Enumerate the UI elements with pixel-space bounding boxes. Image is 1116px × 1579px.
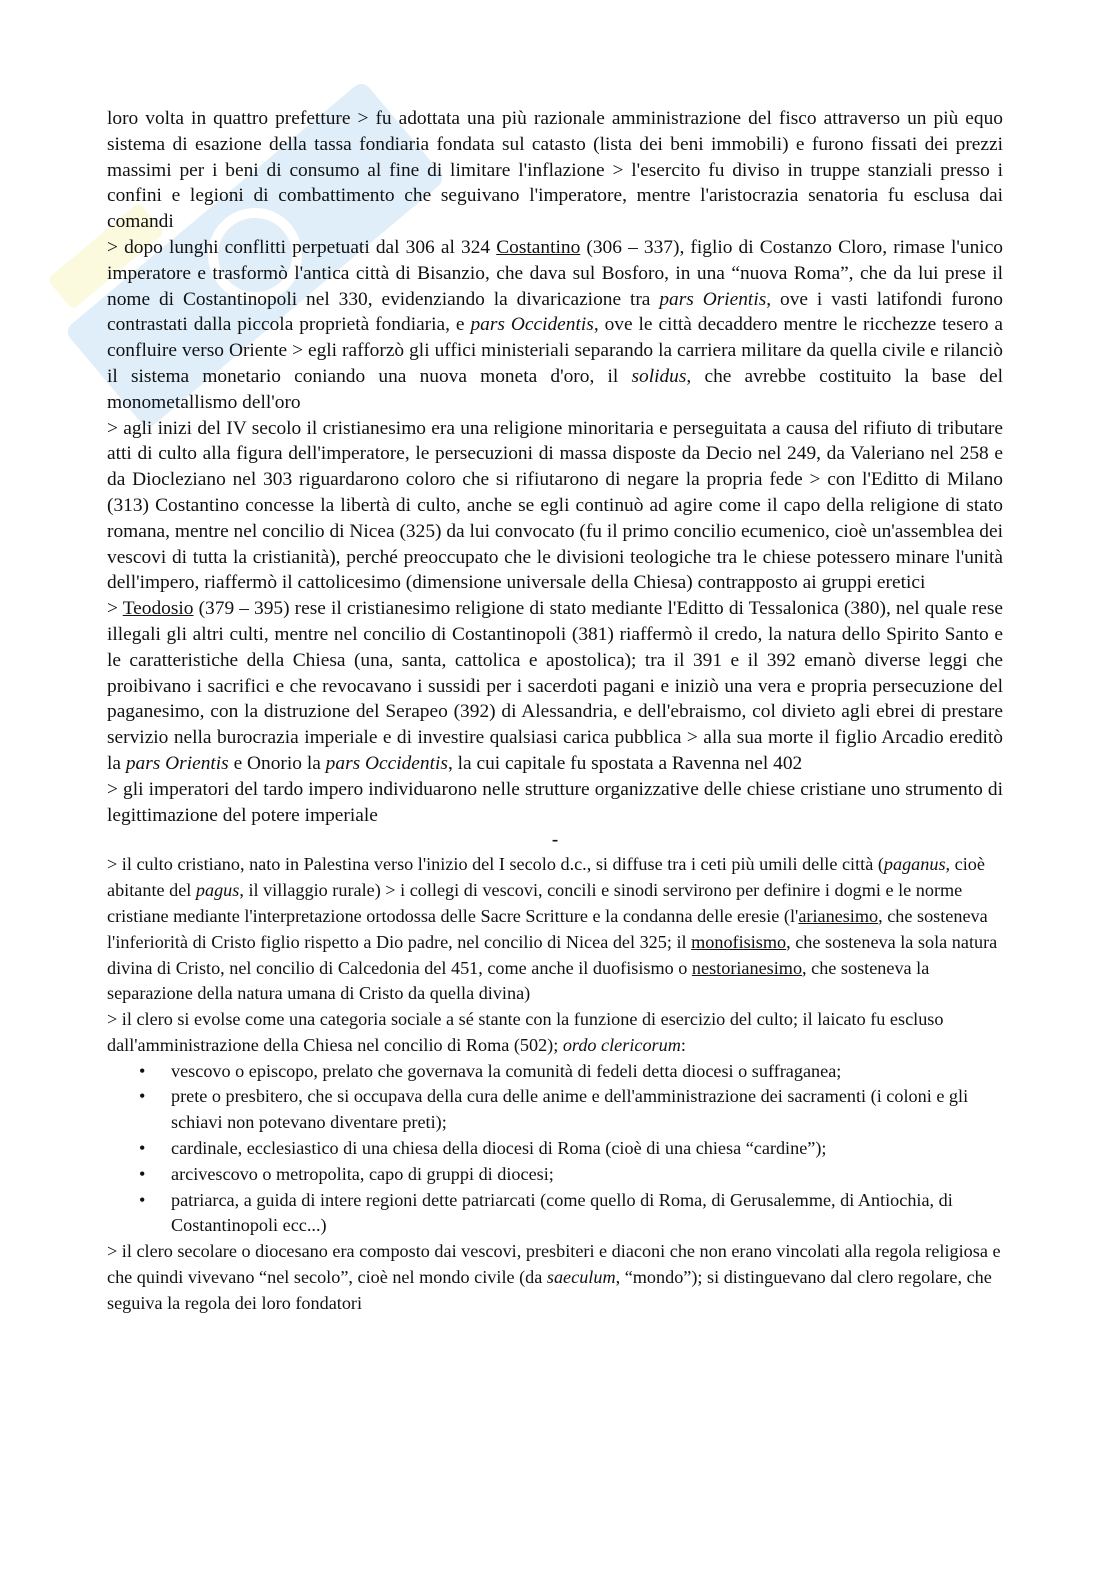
text-run: , che avrebbe costituito la base del monometallismo dell'oro bbox=[107, 365, 1003, 413]
text-run: > il clero si evolse come una categoria sociale a sé stante con la funzione di esercizio del culto; il laicato fu escluso dall'amministrazione della Chiesa nel concilio di Roma (502); bbox=[107, 1009, 944, 1055]
underlined-term: arianesimo bbox=[798, 905, 879, 926]
italic-term: saeculum bbox=[546, 1267, 616, 1288]
text-run: : bbox=[680, 1034, 686, 1055]
text-run: , “mondo”); si distinguevano dal clero regolare, che seguiva la regola dei loro fondatori bbox=[107, 1267, 992, 1313]
text-run: loro volta in quattro prefetture > fu adottata una più razionale amministrazione del fisco attraverso un più equo sistema di esazione della tassa fondiaria fondata sul catasto (lista dei beni immobili) e furono fissati dei prezzi massimi per i beni di consumo al fine di limitare l'inflazione > l'esercito fu diviso in truppe stanziali presso i confini e legioni di combattimento che seguivano l'imperatore, mentre l'aristocrazia senatoria fu esclusa dai comandi bbox=[107, 108, 1003, 233]
italic-term: pars Occidentis bbox=[325, 752, 448, 774]
text-run: , che sosteneva la separazione della natura umana di Cristo da quella divina) bbox=[107, 957, 930, 1004]
text-run: , il villaggio rurale) > i collegi di vescovi, concili e sinodi servirono per definire i dogmi e le norme cristiane mediante l'interpretazione ortodossa delle Sacre Scritture e la condanna delle eresie (l' bbox=[107, 880, 963, 926]
ordo-clericorum-list bbox=[107, 1059, 1003, 1240]
text-run: , cioè abitante del bbox=[107, 854, 985, 901]
text-run: > il culto cristiano, nato in Palestina verso l'inizio del I secolo d.c., si diffuse tra i ceti più umili delle città ( bbox=[107, 854, 884, 875]
list-item: • arcivescovo o metropolita, capo di gruppi di diocesi; bbox=[107, 1162, 1003, 1188]
section-separator: - bbox=[551, 829, 559, 851]
paragraph bbox=[107, 596, 1003, 777]
document-page bbox=[107, 106, 1003, 1317]
underlined-term: nestorianesimo bbox=[691, 957, 803, 978]
text-run: > dopo lunghi conflitti perpetuati dal 306 al 324 bbox=[107, 236, 497, 258]
text-run: , che sosteneva la sola natura divina di Cristo, nel concilio di Calcedonia del 451, come anche il duofisismo o bbox=[107, 931, 998, 978]
italic-term: pars Occidentis bbox=[470, 314, 594, 336]
section-tardo-impero bbox=[107, 106, 1003, 828]
text-run: > agli inizi del IV secolo il cristianesimo era una religione minoritaria e perseguitata a causa del rifiuto di tributare atti di culto alla figura dell'imperatore, le persecuzioni di massa disposte da Decio nel 249, da Valeriano nel 258 e da Diocleziano nel 303 riguardarono coloro che si rifiutarono di negare la propria fede > con l'Editto di Milano (313) Costantino concesse la libertà di culto, anche se egli continuò ad agire come il capo della religione di stato romana, mentre nel concilio di Nicea (325) da lui convocato (fu il primo concilio ecumenico, cioè un'assemblea dei vescovi di tutta la cristianità), perché preoccupato che le divisioni teologiche tra le chiese potessero minare l'unità dell'impero, riaffermò il cattolicesimo (dimensione universale della Chiesa) contrapposto ai gruppi eretici bbox=[107, 417, 1003, 594]
italic-term: pagus bbox=[195, 880, 240, 901]
italic-term: pars Orientis bbox=[659, 288, 767, 310]
italic-term: pars Orientis bbox=[125, 752, 229, 774]
text-run: , che sosteneva l'inferiorità di Cristo figlio rispetto a Dio padre, nel concilio di Nicea del 325; il bbox=[107, 905, 988, 952]
text-run: > bbox=[107, 598, 123, 620]
paragraph bbox=[107, 106, 1003, 235]
paragraph bbox=[107, 852, 1003, 1007]
section-clero-secolare bbox=[107, 1239, 1003, 1316]
italic-term: paganus bbox=[883, 854, 946, 875]
italic-term: ordo clericorum bbox=[562, 1034, 681, 1055]
section-culto-cristiano bbox=[107, 852, 1003, 1058]
list-item: • vescovo o episcopo, prelato che governava la comunità di fedeli detta diocesi o suffraganea; bbox=[107, 1059, 1003, 1085]
text-run: (379 – 395) rese il cristianesimo religione di stato mediante l'Editto di Tessalonica (380), nel quale rese illegali gli altri culti, mentre nel concilio di Costantinopoli (381) riaffermò il credo, la natura dello Spirito Santo e le caratteristiche della Chiesa (una, santa, cattolica e apostolica); tra il 391 e il 392 emanò diverse leggi che proibivano i sacrifici e che revocavano i sussidi per i sacerdoti pagani e iniziò una vera e propria persecuzione del paganesimo, con la distruzione del Serapeo (392) di Alessandria, e dell'ebraismo, col divieto agli ebrei di prestare servizio nella burocrazia imperiale e di investire qualsiasi carica pubblica > alla sua morte il figlio Arcadio ereditò la bbox=[107, 598, 1003, 774]
list-item: • cardinale, ecclesiastico di una chiesa della diocesi di Roma (cioè di una chiesa “cardine”); bbox=[107, 1136, 1003, 1162]
text-run: , ove le città decaddero mentre le ricchezze tesero a confluire verso Oriente > egli rafforzò gli uffici ministeriali separando la carriera militare da quella civile e rilanciò il sistema monetario coniando una nuova moneta d'oro, il bbox=[107, 314, 1003, 387]
paragraph bbox=[107, 1007, 1003, 1059]
list-item: • prete o presbitero, che si occupava della cura delle anime e dell'amministrazione dei sacramenti (i coloni e gli schiavi non potevano diventare preti); bbox=[107, 1084, 1003, 1136]
paragraph bbox=[107, 777, 1003, 829]
text-run: > il clero secolare o diocesano era composto dai vescovi, presbiteri e diaconi che non erano vincolati alla regola religiosa e che quindi vivevano “nel secolo”, cioè nel mondo civile (da bbox=[107, 1241, 1001, 1288]
underlined-term: monofisismo bbox=[691, 931, 787, 952]
text-run: e Onorio la bbox=[228, 752, 326, 774]
text-run: , ove i vasti latifondi furono contrastati dalla piccola proprietà fondiaria, e bbox=[107, 288, 1004, 336]
italic-term: solidus bbox=[631, 365, 687, 387]
paragraph bbox=[107, 1239, 1003, 1316]
text-run: > gli imperatori del tardo impero individuarono nelle strutture organizzative delle chiese cristiane uno strumento di legittimazione del potere imperiale bbox=[107, 778, 1003, 826]
text-run: , la cui capitale fu spostata a Ravenna nel 402 bbox=[447, 752, 803, 774]
text-run: (306 – 337), figlio di Costanzo Cloro, rimase l'unico imperatore e trasformò l'antica città di Bisanzio, che dava sul Bosforo, in una “nuova Roma”, che da lui prese il nome di Costantinopoli nel 330, evidenziando la divaricazione tra bbox=[107, 236, 1003, 310]
paragraph bbox=[107, 416, 1003, 597]
list-item: • patriarca, a guida di intere regioni dette patriarcati (come quello di Roma, di Gerusalemme, di Antiochia, di Costantinopoli ecc...) bbox=[107, 1188, 1003, 1240]
paragraph bbox=[107, 235, 1003, 416]
underlined-term: Teodosio bbox=[122, 598, 194, 620]
underlined-term: Costantino bbox=[496, 236, 581, 258]
